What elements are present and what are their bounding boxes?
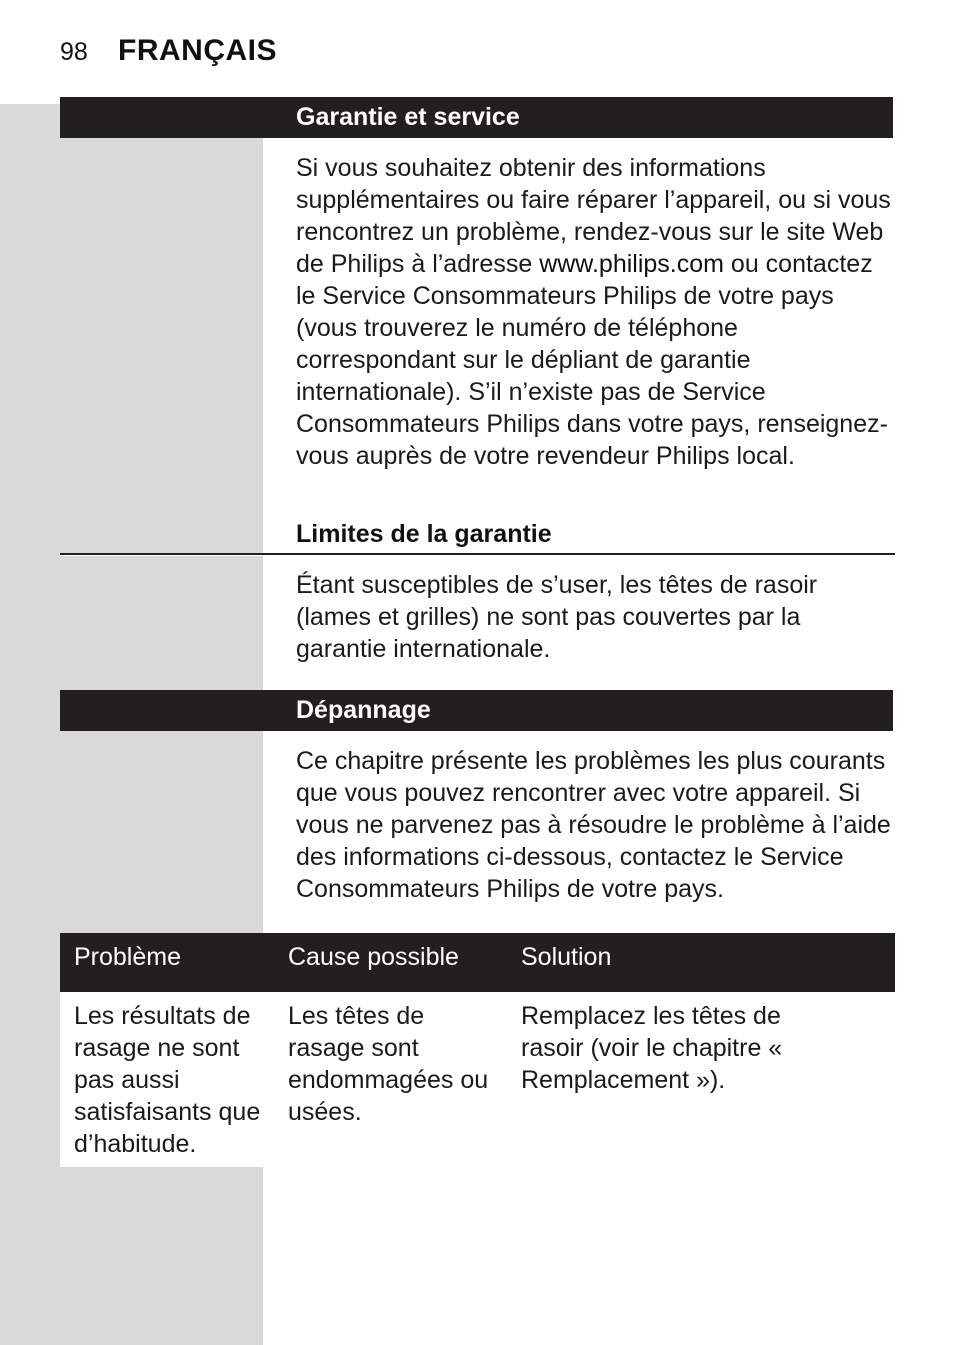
subheading-limits: Limites de la garantie [296,520,552,548]
section-bar-warranty [60,97,893,138]
philips-website-link[interactable]: www.philips.com [539,250,724,278]
cell-problem: Les résultats de rasage ne sont pas aussi satisfaisants que d’habitude. [74,1002,261,1158]
cell-cause: Les têtes de rasage sont endommagées ou usées. [288,1002,489,1126]
section-title-troubleshooting: Dépannage [296,696,431,724]
header-cause: Cause possible [288,943,459,971]
subheading-rule [60,553,895,555]
cell-solution: Remplacez les têtes de rasoir (voir le chapitre « Remplacement »). [521,1002,783,1094]
header-problem: Problème [74,943,181,971]
page-number: 98 [60,38,88,66]
warranty-text-before-link: Si vous souhaitez obtenir des informations supplémentaires ou faire réparer l’appareil, ou si vous rencontrez un problème, rendez-vous sur le site Web de Philips à l’adresse [296,154,891,278]
header-solution: Solution [521,943,612,971]
warranty-paragraph [296,152,896,472]
section-bar-troubleshooting [60,690,893,731]
section-title-warranty: Garantie et service [296,103,520,131]
table-header [60,933,895,992]
troubleshooting-table [60,933,895,1167]
side-margin-band [0,104,60,1345]
table-row [60,992,895,1167]
limits-paragraph: Étant susceptibles de s’user, les têtes de rasoir (lames et grilles) ne sont pas couvertes par la garantie internationale. [296,571,818,663]
warranty-text-after-link: ou contactez le Service Consommateurs Philips de votre pays (vous trouverez le numéro de téléphone correspondant sur le dépliant de garantie internationale). S’il n’existe pas de Service Consommateurs Philips dans votre pays, renseignez-vous auprès de votre revendeur Philips local. [296,250,888,470]
language-title: FRANÇAIS [118,34,277,67]
troubleshooting-paragraph: Ce chapitre présente les problèmes les plus courants que vous pouvez rencontrer avec votre appareil. Si vous ne parvenez pas à résoudre le problème à l’aide des informations ci-dessous, contactez le Service Consommateurs Philips de votre pays. [296,747,891,903]
